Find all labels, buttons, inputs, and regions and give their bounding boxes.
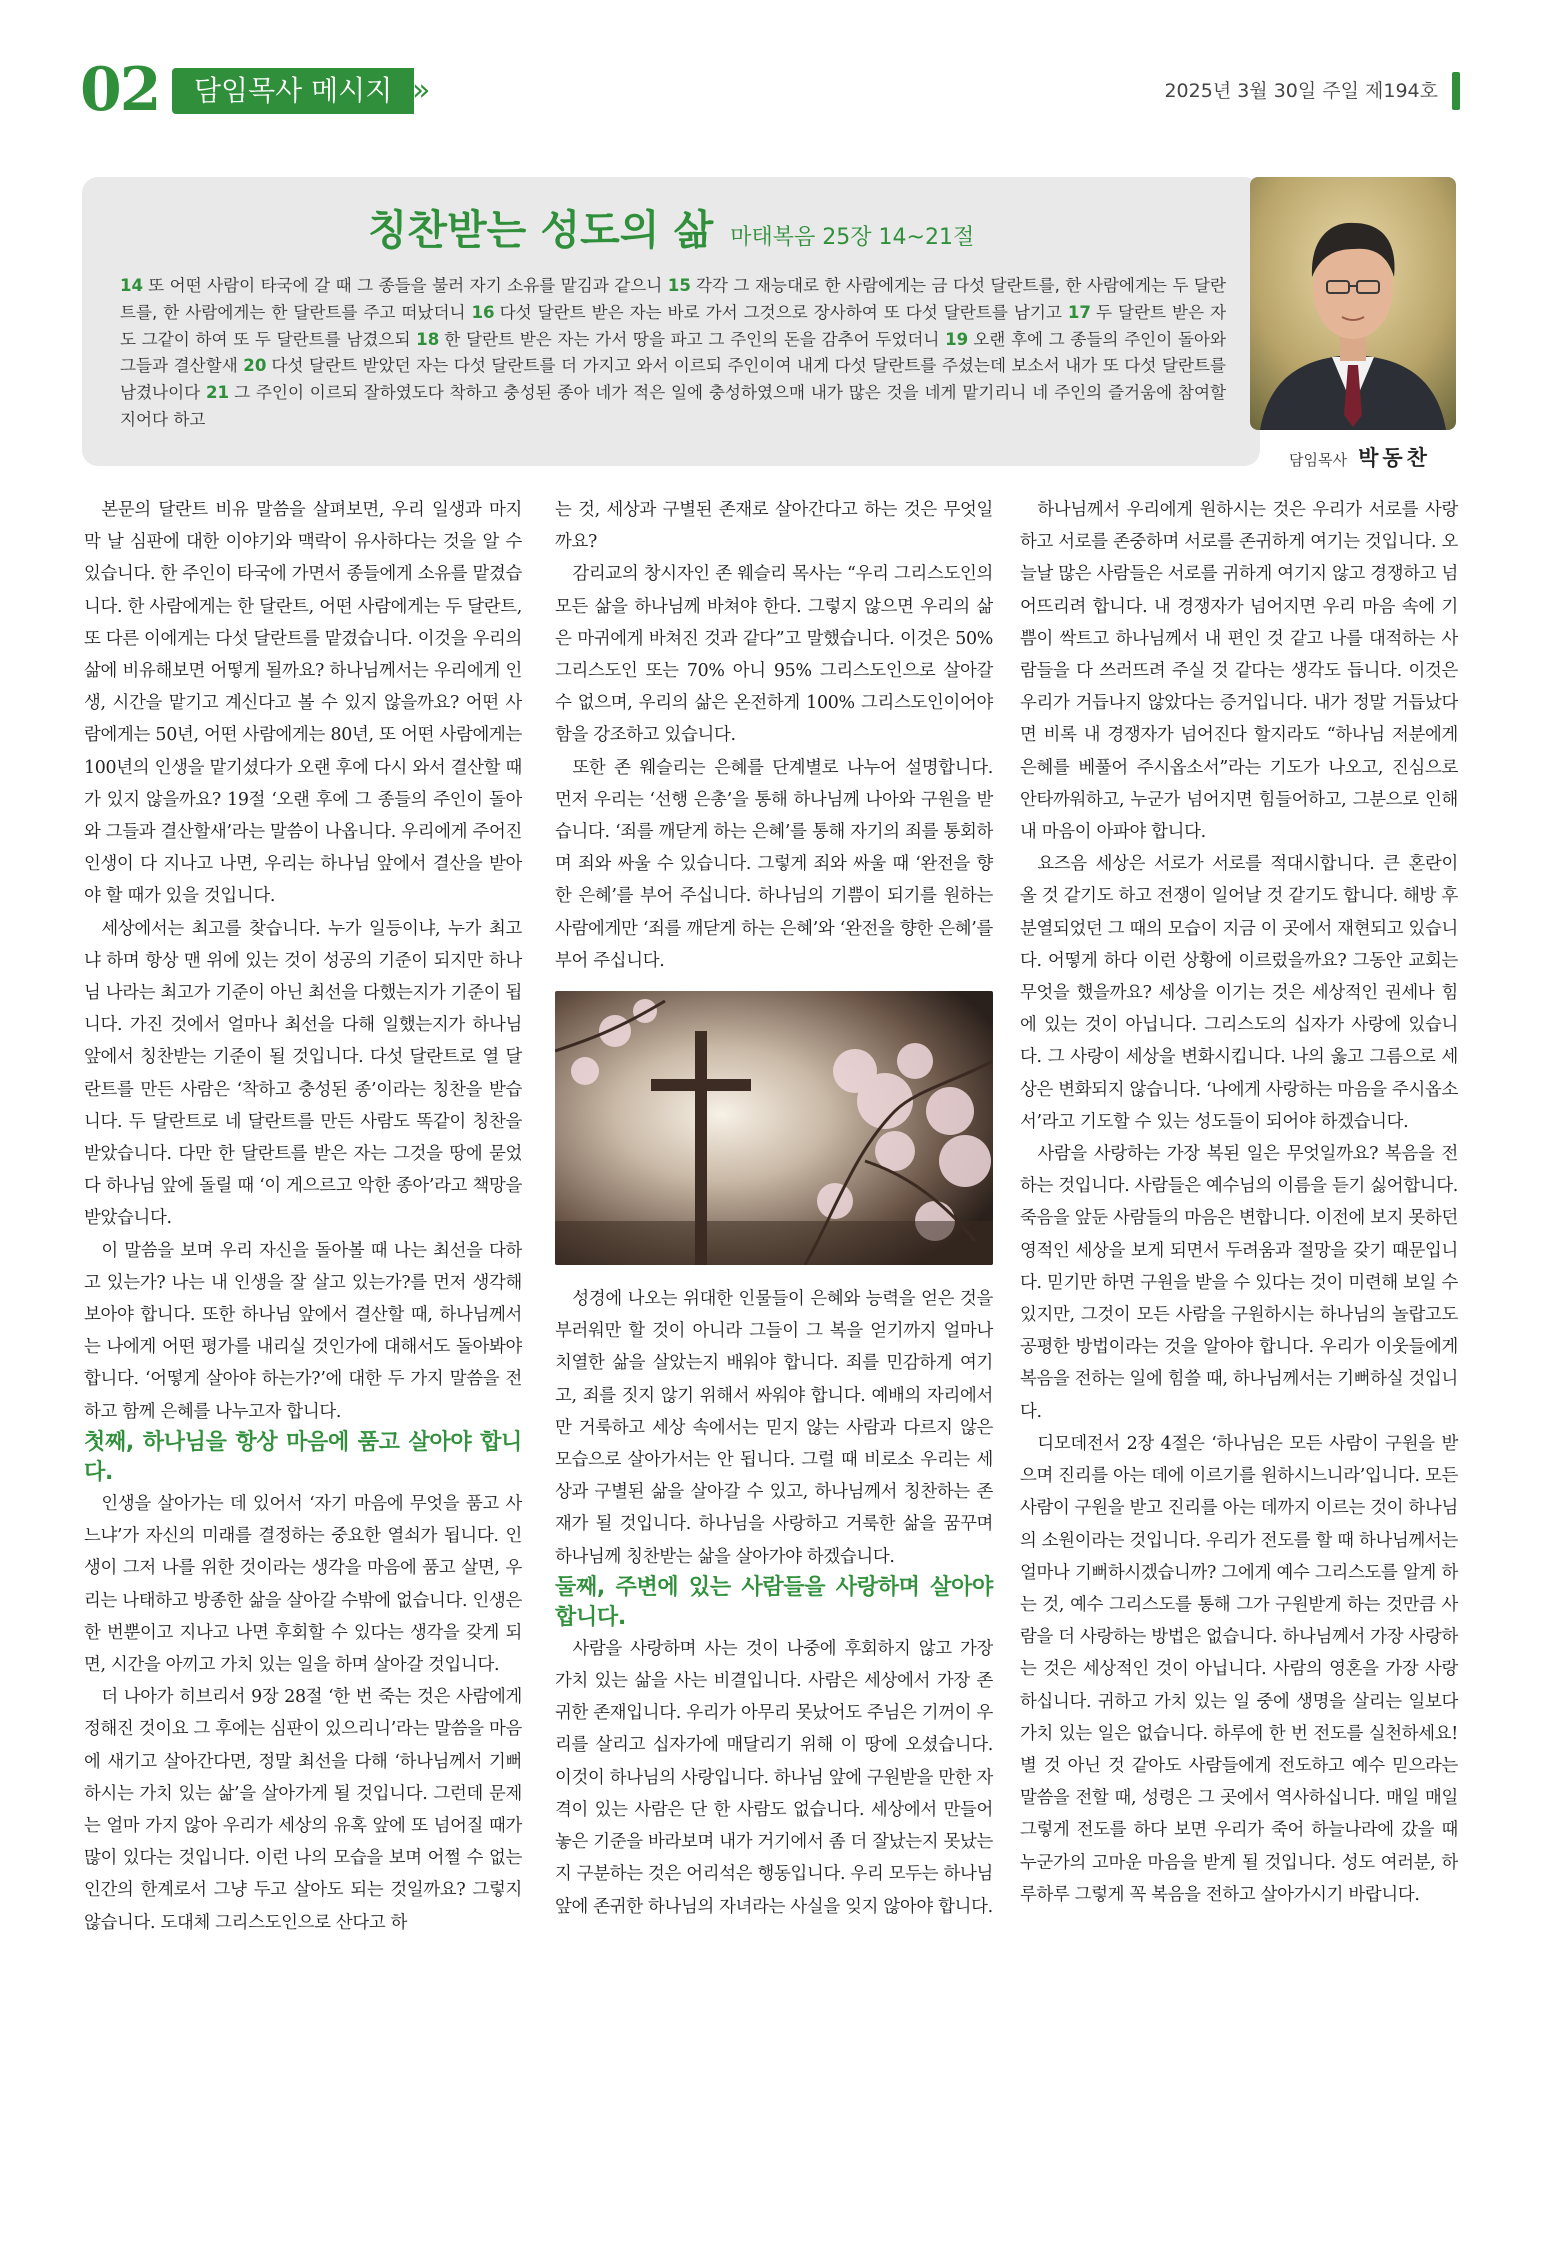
verse-number: 18 (416, 329, 440, 349)
paragraph: 사람을 사랑하며 사는 것이 나중에 후회하지 않고 가장 가치 있는 삶을 사는 비결입니다. 사람은 세상에서 가장 존귀한 존재입니다. 우리가 아무리 못났어도 주님은 기꺼이 우리를 살리고 십자가에 매달리기 위해 이 땅에 오셨습니다. 이것이 하나님의 사랑입니다. 하나님 앞에 구원받을 만한 자격이 있는 사람은 단 한 사람도 없습니다. 세상에서 만들어 놓은 기준을 바라보며 내가 거기에서 좀 더 잘났는지 못났는지 구분하는 것은 어리석은 행동입니다. 우리 모두는 하나님 앞에 존귀한 하나님의 자녀라는 사실을 잊지 않아야 합니다. (555, 1638, 993, 1917)
verse-number: 17 (1067, 302, 1091, 322)
scripture-verses (120, 273, 1226, 434)
paragraph: 감리교의 창시자인 존 웨슬리 목사는 “우리 그리스도인의 모든 삶을 하나님께 바쳐야 한다. 그렇지 않으면 우리의 삶은 마귀에게 바쳐진 것과 같다”고 말했습니다. 이것은 50% 그리스도인 또는 70% 아니 95% 그리스도인으로 살아갈 수 없으며, 우리의 삶은 온전하게 100% 그리스도인이어야 함을 강조하고 있습니다. (555, 564, 993, 746)
paragraph: 요즈음 세상은 서로가 서로를 적대시합니다. 큰 혼란이 올 것 같기도 하고 전쟁이 일어날 것 같기도 합니다. 해방 후 분열되었던 그 때의 모습이 지금 이 곳에서 재현되고 있습니다. 어떻게 하다 이런 상황에 이르렀을까요? 그동안 교회는 무엇을 했을까요? 세상을 이기는 것은 세상적인 권세나 힘에 있는 것이 아닙니다. 그리스도의 십자가 사랑에 있습니다. 그 사랑이 세상을 변화시킵니다. 나의 옳고 그름으로 세상은 변화되지 않습니다. ‘나에게 사랑하는 마음을 주시옵소서’라고 기도할 수 있는 성도들이 되어야 하겠습니다. (1020, 854, 1458, 1132)
paragraph: 디모데전서 2장 4절은 ‘하나님은 모든 사람이 구원을 받으며 진리를 아는 데에 이르기를 원하시느니라’입니다. 모든 사람이 구원을 받고 진리를 아는 데까지 이르는 것이 하나님의 소원이라는 것입니다. 우리가 전도를 할 때 하나님께서는 얼마나 기뻐하시겠습니까? 그에게 예수 그리스도를 알게 하는 것, 예수 그리스도를 통해 그가 구원받게 하는 것만큼 사람을 더 사랑하는 방법은 없습니다. 하나님께서 가장 사랑하는 것은 세상적인 것이 아닙니다. 사람의 영혼을 가장 사랑하십니다. 귀하고 가치 있는 일 중에 생명을 살리는 일보다 가치 있는 일은 없습니다. 하루에 한 번 전도를 실천하세요! 별 것 아닌 것 같아도 사람들에게 전도하고 예수 믿으라는 말씀을 전할 때, 성령은 그 곳에서 역사하십니다. 매일 매일 그렇게 전도를 하다 보면 우리가 죽어 하늘나라에 갔을 때 누군가의 고마운 마음을 받게 될 것입니다. 성도 여러분, 하루하루 그렇게 꼭 복음을 전하고 살아가시기 바랍니다. (1020, 1433, 1458, 1905)
chevron-right-icon: » (412, 73, 431, 108)
verse-number: 15 (667, 276, 691, 295)
pastor-caption (1265, 442, 1455, 472)
verse-text: 오랜 후에 그 종들의 주인이 돌아와 그들과 결산할새 (120, 329, 1226, 376)
verse-number: 16 (471, 302, 495, 322)
paragraph: 세상에서는 최고를 찾습니다. 누가 일등이냐, 누가 최고냐 하며 항상 맨 위에 있는 것이 성공의 기준이 되지만 하나님 나라는 최고가 기준이 아닌 최선을 다했는지가 기준이 됩니다. 가진 것에서 얼마나 최선을 다해 일했는지가 하나님 앞에서 칭찬받는 기준이 될 것입니다. 다섯 달란트로 열 달란트를 만든 사람은 ‘착하고 충성된 종’이라는 칭찬을 받습니다. 두 달란트로 네 달란트를 만든 사람도 똑같이 칭찬을 받았습니다. 다만 한 달란트를 받은 자는 그것을 땅에 묻었다 하나님 앞에 돌릴 때 ‘이 게으르고 악한 종아’라고 책망을 받았습니다. (84, 918, 522, 1229)
article-column-2 (555, 494, 993, 1923)
verse-number: 19 (945, 329, 969, 349)
page-number: 02 (80, 55, 160, 125)
paragraph: 본문의 달란트 비유 말씀을 살펴보면, 우리 일생과 마지막 날 심판에 대한 이야기와 맥락이 유사하다는 것을 알 수 있습니다. 한 주인이 타국에 가면서 종들에게 소유를 맡겼습니다. 한 사람에게는 한 달란트, 어떤 사람에게는 두 달란트, 또 다른 이에게는 다섯 달란트를 맡겼습니다. 이것을 우리의 삶에 비유해보면 어떻게 될까요? 하나님께서는 우리에게 인생, 시간을 맡기고 계신다고 볼 수 있지 않을까요? 어떤 사람에게는 50년, 어떤 사람에게는 80년, 또 어떤 사람에게는 100년의 인생을 맡기셨다가 오랜 후에 다시 와서 결산할 때가 있지 않을까요? 19절 ‘오랜 후에 그 종들의 주인이 돌아와 그들과 결산할새’라는 말씀이 나옵니다. 우리에게 주어진 인생이 다 지나고 나면, 우리는 하나님 앞에서 결산을 받아야 할 때가 있을 것입니다. (84, 500, 522, 907)
section-tag: 담임목사 메시지 (172, 68, 414, 114)
pastor-role: 담임목사 (1289, 451, 1347, 469)
issue-bar (1452, 72, 1460, 110)
sermon-reference: 마태복음 25장 14~21절 (730, 225, 975, 250)
article-column-3 (1020, 494, 1458, 1911)
paragraph: 또한 존 웨슬리는 은혜를 단계별로 나누어 설명합니다. 먼저 우리는 ‘선행 은총’을 통해 하나님께 나아와 구원을 받습니다. ‘죄를 깨닫게 하는 은혜’를 통해 자기의 죄를 통회하며 죄와 싸울 수 있습니다. 그렇게 죄와 싸울 때 ‘완전을 향한 은혜’를 부어 주십니다. 하나님의 기쁨이 되기를 원하는 사람에게만 ‘죄를 깨닫게 하는 은혜’와 ‘완전을 향한 은혜’를 부어 주십니다. (555, 757, 993, 971)
verse-text: 또 어떤 사람이 타국에 갈 때 그 종들을 불러 자기 소유를 맡김과 같으니 (148, 276, 663, 295)
subheading-second: 둘째, 주변에 있는 사람들을 사랑하며 살아야 합니다. (555, 1574, 993, 1630)
paragraph: 사람을 사랑하는 가장 복된 일은 무엇일까요? 복음을 전하는 것입니다. 사람들은 예수님의 이름을 듣기 싫어합니다. 죽음을 앞둔 사람들의 마음은 변합니다. 이전에 보지 못하던 영적인 세상을 보게 되면서 두려움과 절망을 갖기 때문입니다. 믿기만 하면 구원을 받을 수 있다는 것이 미련해 보일 수 있지만, 그것이 모든 사람을 구원하시는 하나님의 놀랍고도 공평한 방법이라는 것을 알아야 합니다. 우리가 이웃들에게 복음을 전하는 일에 힘쓸 때, 하나님께서는 기뻐하실 것입니다. (1020, 1144, 1458, 1422)
verse-text: 그 주인이 이르되 잘하였도다 착하고 충성된 종아 네가 적은 일에 충성하였으매 내가 많은 것을 네게 맡기리니 네 주인의 즐거움에 참여할지어다 하고 (120, 383, 1226, 429)
paragraph: 성경에 나오는 위대한 인물들이 은혜와 능력을 얻은 것을 부러워만 할 것이 아니라 그들이 그 복을 얻기까지 얼마나 치열한 삶을 살았는지 배워야 합니다. 죄를 민감하게 여기고, 죄를 짓지 않기 위해서 싸워야 합니다. 예배의 자리에서만 거룩하고 세상 속에서는 믿지 않는 사람과 다르지 않은 모습으로 살아가서는 안 됩니다. 그럴 때 비로소 우리는 세상과 구별된 삶을 살아갈 수 있고, 하나님께서 칭찬하는 존재가 될 것입니다. 하나님을 사랑하고 거룩한 삶을 꿈꾸며 하나님께 칭찬받는 삶을 살아가야 하겠습니다. (555, 1289, 993, 1567)
verse-text: 한 달란트 받은 자는 가서 땅을 파고 그 주인의 돈을 감추어 두었더니 (444, 329, 940, 349)
verse-text: 다섯 달란트 받은 자는 바로 가서 그것으로 장사하여 또 다섯 달란트를 남기고 (499, 302, 1062, 322)
paragraph: 인생을 살아가는 데 있어서 ‘자기 마음에 무엇을 품고 사느냐’가 자신의 미래를 결정하는 중요한 열쇠가 됩니다. 인생이 그저 나를 위한 것이라는 생각을 마음에 품고 살면, 우리는 나태하고 방종한 삶을 살아갈 수밖에 없습니다. 인생은 한 번뿐이고 지나고 나면 후회할 수 있다는 생각을 갖게 되면, 시간을 아끼고 가치 있는 일을 하며 살아갈 것입니다. (84, 1493, 522, 1675)
issue-date: 2025년 3월 30일 주일 제194호 (1164, 80, 1438, 102)
paragraph: 더 나아가 히브리서 9장 28절 ‘한 번 죽는 것은 사람에게 정해진 것이요 그 후에는 심판이 있으리니’라는 말씀을 마음에 새기고 살아간다면, 정말 최선을 다해 ‘하나님께서 기뻐하시는 가치 있는 삶’을 살아가게 될 것입니다. 그런데 문제는 얼마 가지 않아 우리가 세상의 유혹 앞에 또 넘어질 때가 많이 있다는 것입니다. 이런 나의 모습을 보며 어쩔 수 없는 인간의 한계로서 그냥 두고 살아도 되는 것일까요? 그렇지 않습니다. 도대체 그리스도인으로 산다고 하 (84, 1687, 522, 1933)
page-header (80, 55, 1460, 125)
verse-number: 20 (243, 356, 267, 376)
verse-number: 14 (120, 276, 144, 295)
pastor-name: 박동찬 (1358, 446, 1431, 470)
article-column-1 (84, 494, 522, 1939)
subheading-first: 첫째, 하나님을 항상 마음에 품고 살아야 합니다. (84, 1429, 522, 1485)
verse-text: 두 달란트 받은 자도 그같이 하여 또 두 달란트를 남겼으되 (120, 302, 1227, 349)
scripture-box (82, 177, 1260, 466)
cross-photo (555, 991, 993, 1265)
verse-text: 각각 그 재능대로 한 사람에게는 금 다섯 달란트를, 한 사람에게는 두 달란트를, 한 사람에게는 한 달란트를 주고 떠났더니 (120, 276, 1226, 322)
paragraph: 는 것, 세상과 구별된 존재로 살아간다고 하는 것은 무엇일까요? (555, 500, 993, 553)
verse-number: 21 (205, 383, 230, 403)
title-row (82, 197, 1260, 256)
pastor-photo (1250, 177, 1456, 430)
sermon-title: 칭찬받는 성도의 삶 (367, 206, 714, 254)
verse-text: 다섯 달란트 받았던 자는 다섯 달란트를 더 가지고 와서 이르되 주인이여 내게 다섯 달란트를 주셨는데 보소서 내가 또 다섯 달란트를 남겼나이다 (120, 356, 1226, 403)
paragraph: 이 말씀을 보며 우리 자신을 돌아볼 때 나는 최선을 다하고 있는가? 나는 내 인생을 잘 살고 있는가?를 먼저 생각해 보아야 합니다. 또한 하나님 앞에서 결산할 때, 하나님께서는 나에게 어떤 평가를 내리실 것인가에 대해서도 돌아봐야 합니다. ‘어떻게 살아야 하는가?’에 대한 두 가지 말씀을 전하고 함께 은혜를 나누고자 합니다. (84, 1240, 522, 1422)
paragraph: 하나님께서 우리에게 원하시는 것은 우리가 서로를 사랑하고 서로를 존중하며 서로를 존귀하게 여기는 것입니다. 오늘날 많은 사람들은 서로를 귀하게 여기지 않고 경쟁하고 넘어뜨리려 합니다. 내 경쟁자가 넘어지면 우리 마음 속에 기쁨이 싹트고 하나님께서 내 편인 것 같고 나를 대적하는 사람들을 다 쓰러뜨려 주실 것 같다는 생각도 듭니다. 이것은 우리가 거듭나지 않았다는 증거입니다. 내가 정말 거듭났다면 비록 내 경쟁자가 넘어진다 할지라도 “하나님 저분에게 은혜를 베풀어 주시옵소서”라는 기도가 나오고, 진심으로 안타까워하고, 누군가 넘어지면 힘들어하고, 그분으로 인해 내 마음이 아파야 합니다. (1020, 500, 1458, 843)
